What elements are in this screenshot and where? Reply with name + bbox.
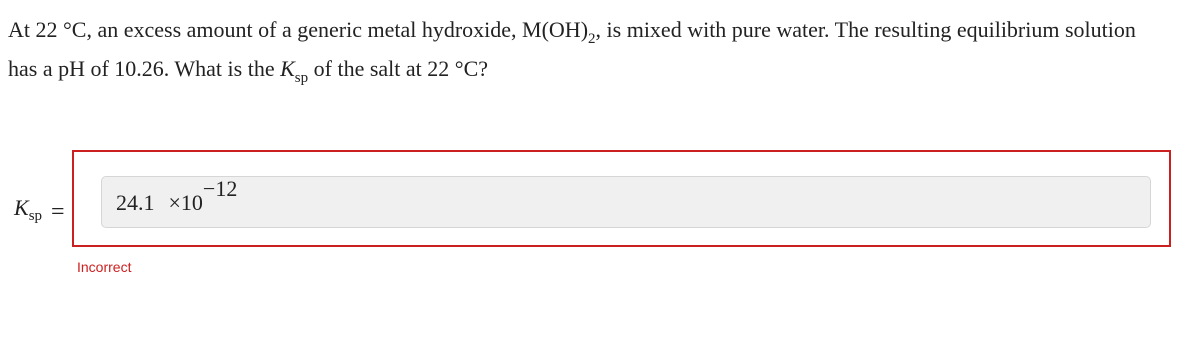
question-line-1: At 22 °C, an excess amount of a generic metal hydroxide, $M(OH)_2$, is mixed with pure water. The resulting equilibrium solution [8,17,1136,47]
answer-mantissa: 24.1 [116,190,155,215]
answer-input[interactable] [101,176,1151,228]
equals-sign: = [51,199,65,225]
answer-times-ten: ×10 [168,190,203,215]
answer-exponent: −12 [202,176,238,201]
subscript-2: 2 [588,31,596,47]
question-line-2: has a pH of 10.26. What is the $K_{sp}$ of the salt at 22 °C? [8,56,489,86]
answer-error-frame [72,150,1171,247]
answer-value [116,176,238,216]
question-text [8,12,1198,90]
subscript-sp: sp [294,70,309,86]
answer-label: $K_{sp}$ [14,195,43,224]
ksp-symbol: K [280,56,295,81]
feedback-incorrect: Incorrect [77,259,132,275]
